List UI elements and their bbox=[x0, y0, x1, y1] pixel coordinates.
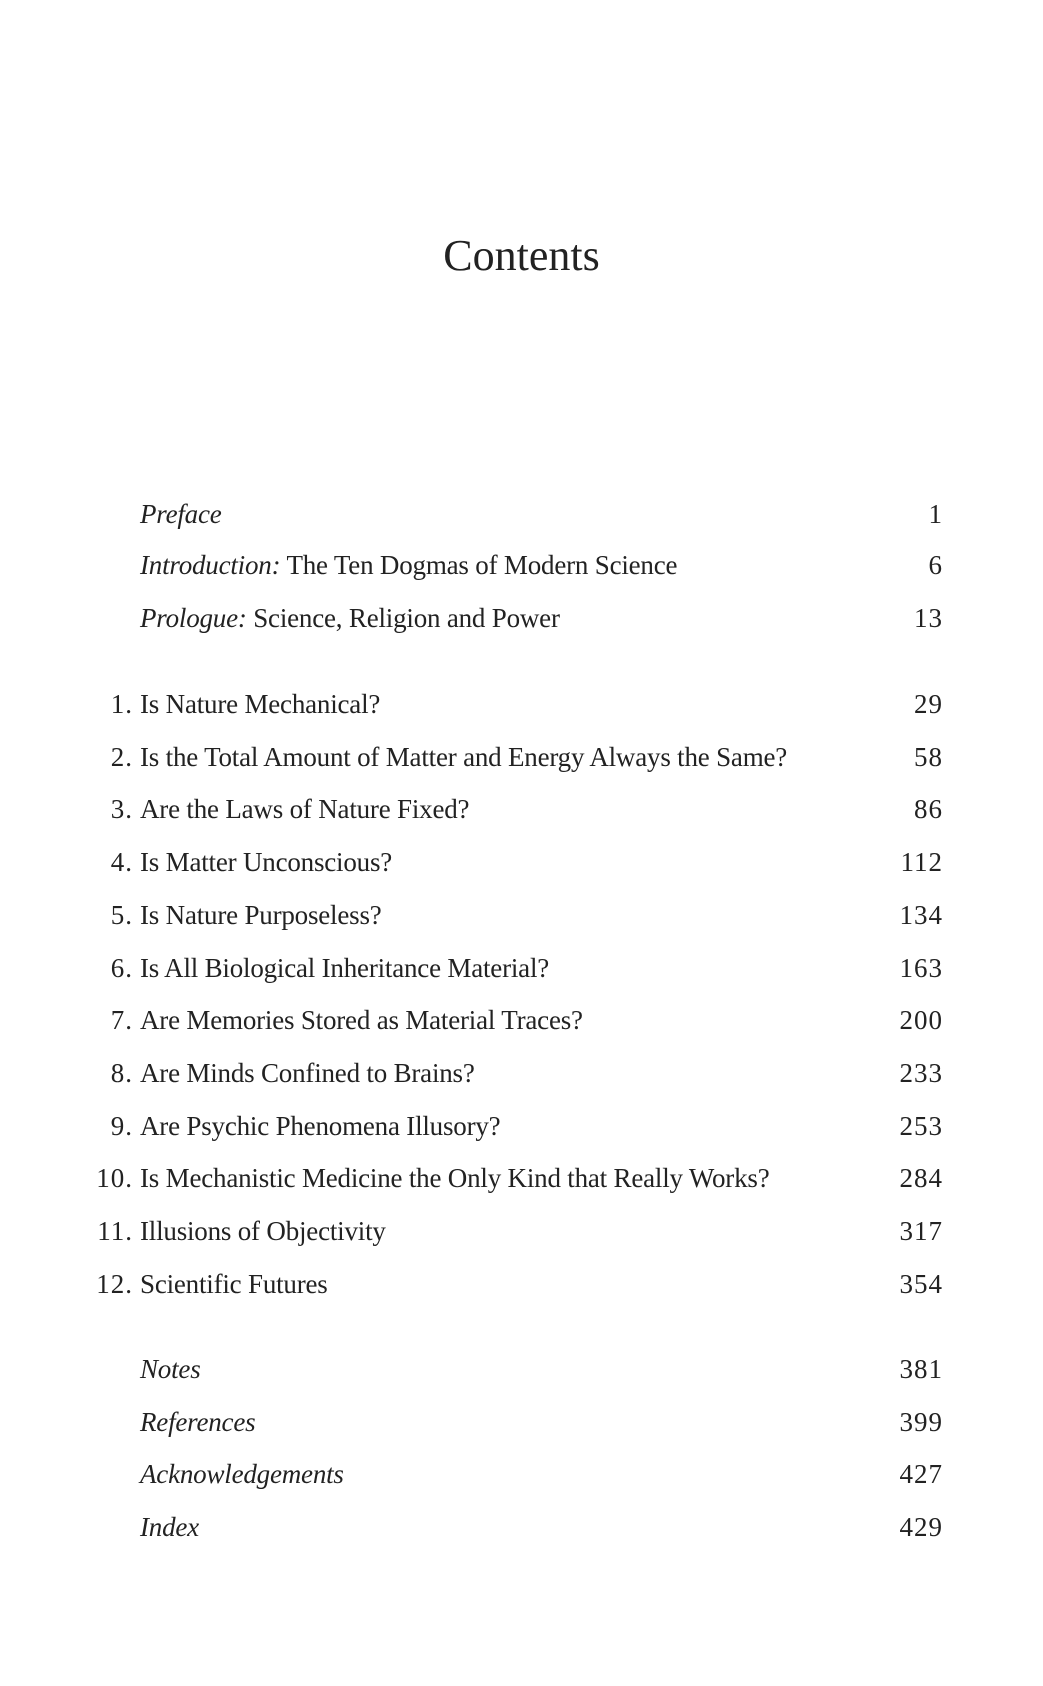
chapter-number: 10. bbox=[96, 1163, 133, 1194]
entry-title: Scientific Futures bbox=[140, 1268, 328, 1299]
toc-entry-chapter[interactable] bbox=[0, 895, 1043, 935]
page-number: 354 bbox=[899, 1268, 943, 1299]
entry-title: Is All Biological Inheritance Material? bbox=[140, 952, 550, 983]
toc-entry-chapter[interactable] bbox=[0, 1000, 1043, 1040]
toc-entry-chapter[interactable] bbox=[0, 1158, 1043, 1198]
entry-prefix: Introduction: bbox=[140, 550, 281, 580]
toc-entry-chapter[interactable] bbox=[0, 684, 1043, 724]
toc-entry-front[interactable] bbox=[0, 598, 1043, 638]
toc-entry-chapter[interactable] bbox=[0, 789, 1043, 829]
entry-text: The Ten Dogmas of Modern Science bbox=[280, 550, 678, 580]
page-number: 381 bbox=[899, 1354, 943, 1384]
chapter-number: 3. bbox=[110, 794, 133, 825]
entry-title: Are Psychic Phenomena Illusory? bbox=[140, 1110, 501, 1141]
entry-title: Are Minds Confined to Brains? bbox=[140, 1057, 475, 1088]
chapter-number: 11. bbox=[97, 1216, 133, 1246]
chapter-number: 4. bbox=[110, 847, 133, 878]
page-number: 86 bbox=[914, 794, 943, 825]
page-number: 6 bbox=[928, 550, 943, 580]
toc-entry-back[interactable] bbox=[0, 1454, 1043, 1494]
entry-title: Is Nature Purposeless? bbox=[140, 899, 382, 930]
entry-title: Illusions of Objectivity bbox=[140, 1216, 386, 1246]
entry-title: Are the Laws of Nature Fixed? bbox=[140, 794, 470, 825]
entry-title: Is the Total Amount of Matter and Energy Always the Same? bbox=[140, 741, 788, 772]
chapter-number: 9. bbox=[110, 1110, 133, 1141]
chapter-number: 12. bbox=[96, 1268, 133, 1299]
entry-title: Index bbox=[140, 1512, 199, 1543]
chapter-number: 8. bbox=[110, 1057, 133, 1088]
page-number: 427 bbox=[899, 1459, 943, 1490]
toc-entry-chapter[interactable] bbox=[0, 1264, 1043, 1304]
page-number: 1 bbox=[928, 499, 943, 529]
toc-entry-chapter[interactable] bbox=[0, 1211, 1043, 1251]
page-number: 284 bbox=[899, 1163, 943, 1194]
toc-entry-back[interactable] bbox=[0, 1349, 1043, 1389]
entry-title: Is Matter Unconscious? bbox=[140, 847, 393, 878]
chapter-number: 2. bbox=[110, 741, 133, 772]
toc-entry-back[interactable] bbox=[0, 1507, 1043, 1547]
page-number: 429 bbox=[899, 1512, 943, 1543]
entry-title: Are Memories Stored as Material Traces? bbox=[140, 1005, 583, 1036]
page-number: 134 bbox=[899, 899, 943, 930]
entry-title: References bbox=[140, 1406, 256, 1437]
page-number: 112 bbox=[900, 847, 943, 878]
entry-title: Is Mechanistic Medicine the Only Kind that Really Works? bbox=[140, 1163, 770, 1194]
toc-entry-chapter[interactable] bbox=[0, 1053, 1043, 1093]
entry-title: Notes bbox=[140, 1354, 201, 1384]
entry-title bbox=[140, 494, 222, 534]
page-number: 163 bbox=[899, 952, 943, 983]
page-number: 29 bbox=[914, 689, 943, 719]
page-number: 200 bbox=[899, 1005, 943, 1036]
page-number: 13 bbox=[914, 603, 943, 633]
entry-title: Acknowledgements bbox=[140, 1459, 344, 1490]
toc-entry-front[interactable] bbox=[0, 494, 1043, 534]
page-number: 399 bbox=[899, 1406, 943, 1437]
page-number: 233 bbox=[899, 1057, 943, 1088]
toc-entry-front[interactable] bbox=[0, 545, 1043, 585]
entry-prefix: Prologue: bbox=[140, 603, 247, 633]
chapter-number: 1. bbox=[110, 689, 133, 719]
chapter-number: 7. bbox=[110, 1005, 133, 1036]
entry-text: Science, Religion and Power bbox=[246, 603, 560, 633]
entry-title bbox=[140, 545, 677, 585]
chapter-number: 6. bbox=[110, 952, 133, 983]
page-title: Contents bbox=[443, 231, 600, 280]
entry-title bbox=[140, 598, 560, 638]
page-number: 253 bbox=[899, 1110, 943, 1141]
chapter-number: 5. bbox=[110, 899, 133, 930]
toc-entry-chapter[interactable] bbox=[0, 842, 1043, 882]
toc-entry-back[interactable] bbox=[0, 1402, 1043, 1442]
toc-entry-chapter[interactable] bbox=[0, 1106, 1043, 1146]
entry-prefix: Preface bbox=[140, 499, 222, 529]
toc-entry-chapter[interactable] bbox=[0, 737, 1043, 777]
toc-entry-chapter[interactable] bbox=[0, 948, 1043, 988]
page-number: 58 bbox=[914, 741, 943, 772]
entry-title: Is Nature Mechanical? bbox=[140, 689, 381, 719]
page-number: 317 bbox=[899, 1216, 943, 1246]
